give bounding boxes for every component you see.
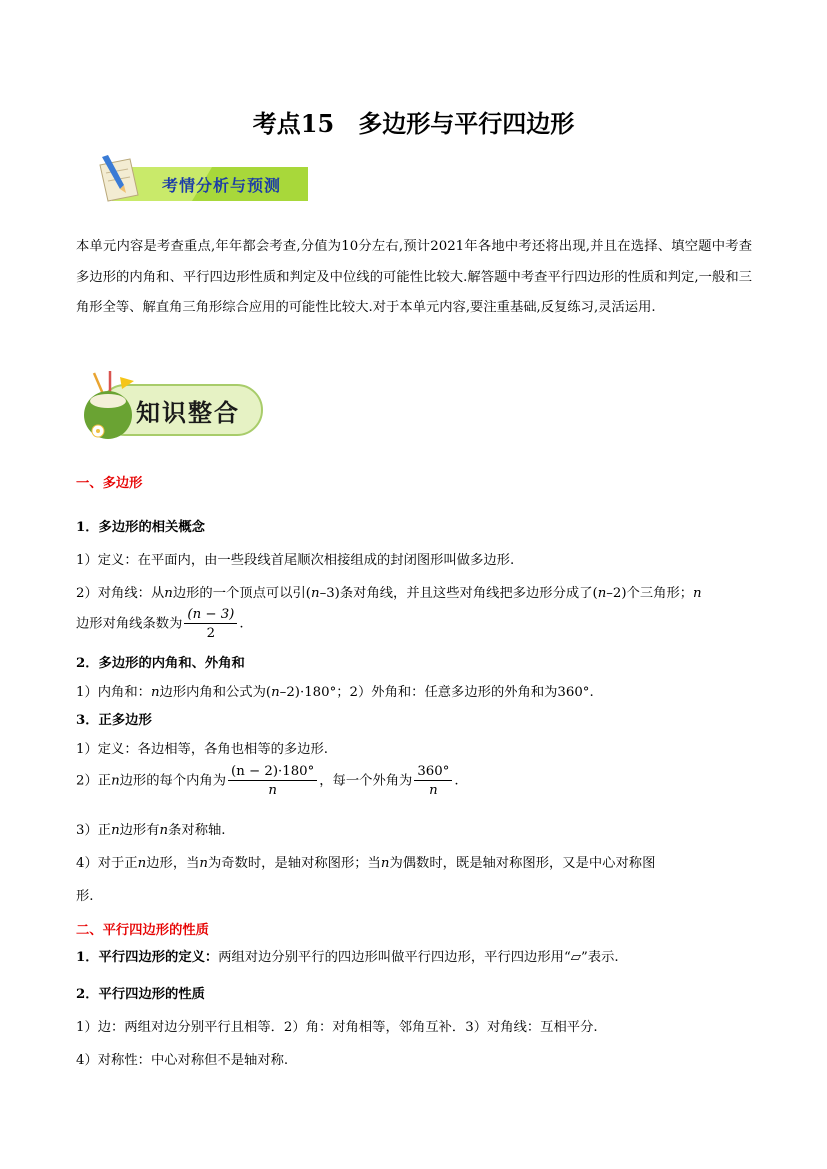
properties-line1: 1）边：两组对边分别平行且相等．2）角：对角相等，邻角互补．3）对角线：互相平分. (76, 1020, 598, 1035)
diagonal-count-line: 边形对角线条数为 $\frac{(n - 3)}{2}$ . (76, 607, 244, 641)
regular-angle-line: 2）正n边形的每个内角为 $\frac{(n - 2)\cdot 180^\circ}{n}$ ，每一个外角为 $\frac{360^\circ}{n}$ . (76, 764, 459, 798)
symmetry-line-end: 形. (76, 889, 94, 904)
symmetry-line: 4）对于正n边形，当n为奇数时，是轴对称图形；当n为偶数时，既是轴对称图形，又是中心对称图 (76, 856, 656, 871)
banner1-label: 考情分析与预测 (162, 176, 282, 195)
concept-heading: 1．多边形的相关概念 (76, 520, 205, 535)
properties-line2: 4）对称性：中心对称但不是轴对称. (76, 1053, 289, 1068)
polygon-definition: 1）定义：在平面内，由一些段线首尾顺次相接组成的封闭图形叫做多边形. (76, 553, 515, 568)
parallelogram-definition: 1．平行四边形的定义：两组对边分别平行的四边形叫做平行四边形，平行四边形用“▱”表示. (76, 950, 619, 965)
page-title: 考点15 多边形与平行四边形 (252, 109, 575, 138)
regular-definition: 1）定义：各边相等，各角也相等的多边形. (76, 742, 329, 757)
diagonal-count-fraction: $\frac{(n - 3)}{2}$ (184, 607, 237, 641)
angles-heading: 2．多边形的内角和、外角和 (76, 656, 245, 671)
exterior-angle-fraction: $\frac{360^\circ}{n}$ (414, 764, 452, 798)
properties-heading: 2．平行四边形的性质 (76, 987, 205, 1002)
intro-paragraph: 本单元内容是考查重点,年年都会考查,分值为10分左右,预计2021年各地中考还将出现,并且在选择、填空题中考查多边形的内角和、平行四边形性质和判定及中位线的可能性比较大.解答题中考查平行四边形的性质和判定,一般和三角形全等、解直角三角形综合应用的可能性比较大.对于本单元内容,要注重基础,反复练习,灵活运用. (76, 239, 752, 315)
symmetry-axes-line: 3）正n边形有n条对称轴. (76, 823, 226, 838)
knowledge-banner (76, 371, 266, 443)
regular-polygon-heading: 3．正多边形 (76, 713, 152, 728)
angle-sum-line: 1）内角和：n边形内角和公式为(n–2)·180°；2）外角和：任意多边形的外角和为360°. (76, 685, 594, 700)
analysis-banner (92, 155, 308, 205)
diagonal-line: 2）对角线：从n边形的一个顶点可以引(n–3)条对角线，并且这些对角线把多边形分成了(n–2)个三角形；n (76, 586, 702, 601)
interior-angle-fraction: $\frac{(n - 2)\cdot 180^\circ}{n}$ (228, 764, 317, 798)
section1-heading: 一、多边形 (76, 476, 143, 491)
section2-heading: 二、平行四边形的性质 (76, 923, 209, 938)
banner2-label: 知识整合 (136, 399, 240, 427)
